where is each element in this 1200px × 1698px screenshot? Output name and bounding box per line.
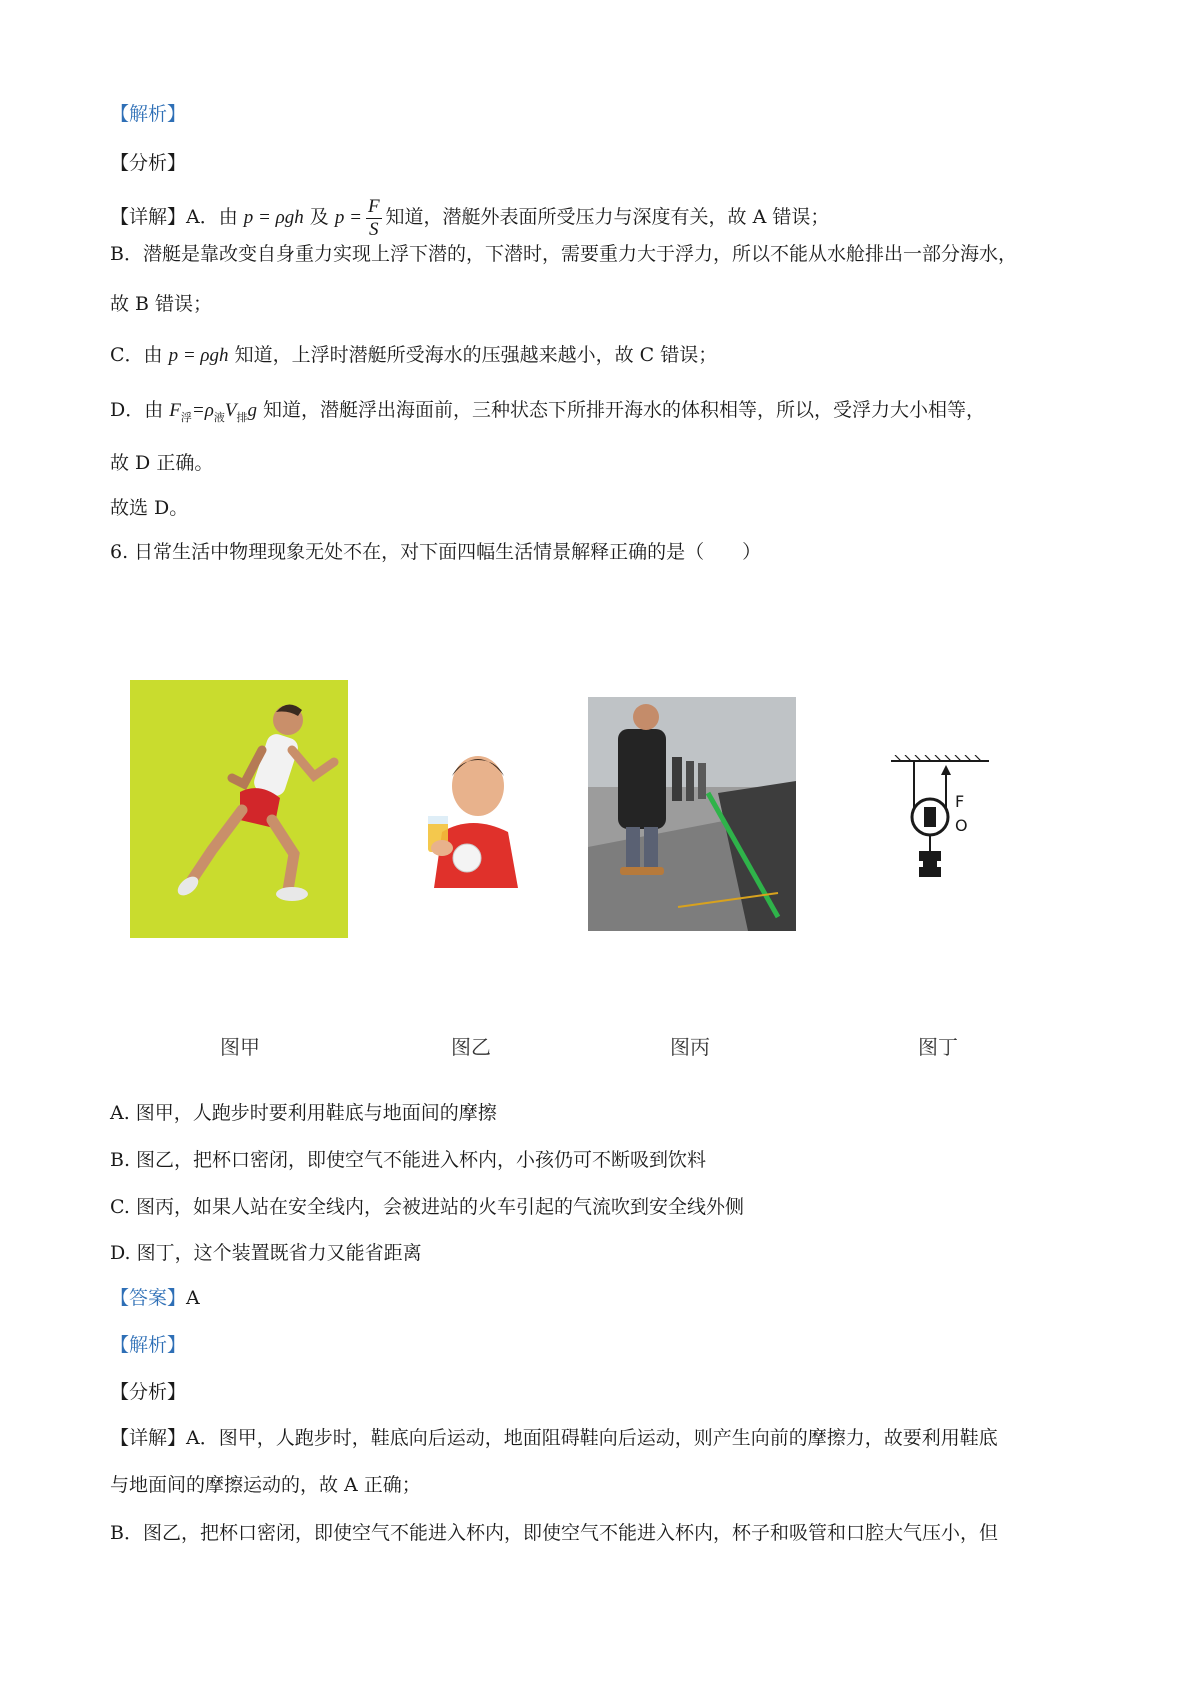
line-c-prefix: C．由 <box>110 344 163 366</box>
formula-pressure-liquid-c: p = ρgh <box>168 345 229 366</box>
detail-line-a <box>110 192 829 243</box>
detail-line-d <box>110 397 985 431</box>
fraction-f-over-s <box>366 196 382 241</box>
q6-jiexi-label: 【解析】 <box>110 1334 187 1356</box>
pulley-axle-block <box>924 807 936 827</box>
choose-line: 故选 D。 <box>110 497 189 519</box>
detail-line-b1: B．潜艇是靠改变自身重力实现上浮下潜的，下潜时，需要重力大于浮力，所以不能从水舱排出一部分海水， <box>110 243 1017 265</box>
fenxi-label: 【分析】 <box>110 152 187 174</box>
figure-runner <box>130 680 348 938</box>
passenger-leg-left <box>626 827 640 869</box>
symbol-g: g <box>247 400 257 421</box>
q6-detail-a1 <box>110 1425 998 1451</box>
passenger-distant-2 <box>686 761 694 801</box>
sub-pai: 排 <box>236 411 248 424</box>
passenger-distant-3 <box>698 763 706 799</box>
boy-face <box>452 756 504 816</box>
option-b: B. 图乙，把杯口密闭，即使空气不能进入杯内，小孩仍可不断吸到饮料 <box>110 1149 707 1171</box>
q6-detail-label: 【详解】 <box>110 1427 187 1449</box>
detail-line-d2: 故 D 正确。 <box>110 452 214 474</box>
q6-detail-a1-text: A．图甲，人跑步时，鞋底向后运动，地面阻碍鞋向后运动，则产生向前的摩擦力，故要利用鞋底 <box>186 1427 998 1449</box>
figure-pulley <box>885 755 995 895</box>
question-6-stem: 6. 日常生活中物理现象无处不在，对下面四幅生活情景解释正确的是（ ） <box>110 541 762 563</box>
center-label: O <box>955 816 968 835</box>
fraction-denominator: S <box>368 218 379 240</box>
passenger-leg-right <box>644 827 658 869</box>
symbol-eq-rho: =ρ <box>191 400 214 421</box>
figure-boy-drinking <box>412 730 534 890</box>
answer-label: 【答案】 <box>110 1287 187 1309</box>
option-c: C. 图丙，如果人站在安全线内，会被进站的火车引起的气流吹到安全线外侧 <box>110 1196 744 1218</box>
pulley-weight-neck <box>923 861 937 867</box>
passenger-body <box>618 729 666 829</box>
passenger-head <box>633 704 659 730</box>
line-d-prefix: D．由 <box>110 399 164 421</box>
caption-yi: 图乙 <box>451 1035 491 1059</box>
sub-fu: 浮 <box>180 411 192 424</box>
runner-shoe-front <box>276 887 308 901</box>
formula-pressure-liquid: p = ρgh <box>243 207 304 228</box>
symbol-v: V <box>224 400 237 421</box>
formula-pressure-lhs: p = <box>334 207 362 228</box>
detail-line-b2: 故 B 错误； <box>110 293 213 315</box>
passenger-shoes <box>620 867 664 875</box>
caption-ding: 图丁 <box>918 1035 958 1059</box>
q6-detail-a2: 与地面间的摩擦运动的，故 A 正确； <box>110 1474 421 1496</box>
line-c-suffix: 知道，上浮时潜艇所受海水的压强越来越小，故 C 错误； <box>234 344 718 366</box>
line-d-suffix: 知道，潜艇浮出海面前，三种状态下所排开海水的体积相等，所以，受浮力大小相等， <box>263 399 986 421</box>
jiexi-label: 【解析】 <box>110 103 187 125</box>
detail-line-c <box>110 342 717 369</box>
figure-train-platform <box>588 697 796 931</box>
formula-buoyancy <box>169 400 257 424</box>
q6-detail-b1: B．图乙，把杯口密闭，即使空气不能进入杯内，即使空气不能进入杯内，杯子和吸管和口腔大气压小，但 <box>110 1522 998 1544</box>
pulley-weight-top <box>919 851 941 861</box>
option-d: D. 图丁，这个装置既省力又能省距离 <box>110 1242 422 1264</box>
boy-hand <box>431 840 453 856</box>
force-arrow-head <box>941 765 951 775</box>
passenger-distant-1 <box>672 757 682 801</box>
and-word: 及 <box>309 206 329 228</box>
boy-cup-top <box>428 816 448 824</box>
symbol-f: F <box>169 400 181 421</box>
pulley-weight-bottom <box>919 867 941 877</box>
sub-ye: 液 <box>213 411 225 424</box>
answer-value: A <box>186 1287 200 1309</box>
line-a-suffix: 知道，潜艇外表面所受压力与深度有关，故 A 错误； <box>385 206 830 228</box>
option-a: A. 图甲，人跑步时要利用鞋底与地面间的摩擦 <box>110 1102 497 1124</box>
q6-fenxi-label: 【分析】 <box>110 1381 187 1403</box>
line-a-prefix: A．由 <box>186 206 238 228</box>
caption-bing: 图丙 <box>670 1035 710 1059</box>
boy-shirt-logo <box>453 844 481 872</box>
caption-jia: 图甲 <box>220 1035 260 1059</box>
detail-label: 【详解】 <box>110 206 187 228</box>
answer-line <box>110 1285 200 1311</box>
force-label: F <box>955 792 965 811</box>
fraction-numerator: F <box>367 195 380 217</box>
